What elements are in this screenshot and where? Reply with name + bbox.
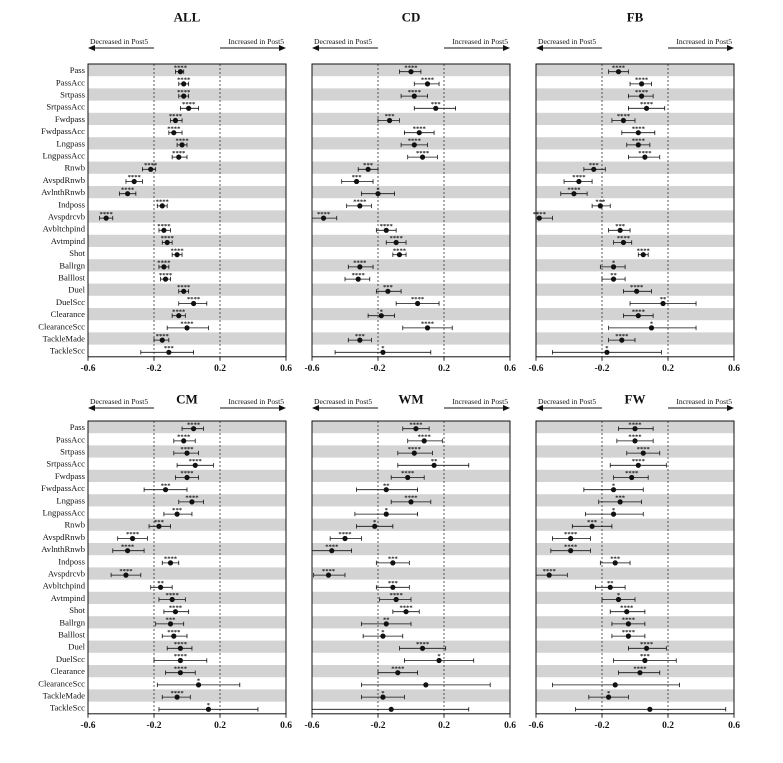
panel-title: ALL [173, 9, 201, 25]
estimate-point [423, 682, 428, 687]
row-stripe [88, 665, 286, 677]
row-stripe [536, 235, 734, 247]
significance-stars: **** [631, 458, 645, 465]
significance-stars: **** [121, 543, 135, 551]
significance-stars: **** [175, 137, 189, 145]
row-label: Avtmpind [50, 235, 85, 246]
significance-stars: **** [631, 137, 645, 145]
significance-stars: **** [173, 641, 187, 648]
row-label: DuelScc [55, 296, 85, 307]
significance-stars: **** [412, 125, 426, 133]
row-label: Avbltchpind [42, 580, 85, 591]
row-stripe [312, 689, 510, 701]
x-tick-label: 0.6 [504, 720, 516, 731]
significance-stars: **** [415, 641, 430, 648]
significance-stars: *** [172, 506, 183, 514]
significance-stars: *** [160, 482, 171, 490]
significance-stars: **** [532, 210, 546, 218]
row-label: FwdpassAcc [41, 126, 85, 137]
row-label: Ballrgn [59, 617, 85, 628]
significance-stars: * [384, 506, 388, 514]
significance-stars: *** [639, 653, 650, 661]
significance-stars: *** [595, 198, 606, 206]
x-tick-label: 0.2 [438, 720, 450, 731]
increased-label: Increased in Post5 [228, 397, 284, 406]
row-stripe [536, 616, 734, 628]
estimate-point [613, 682, 618, 687]
significance-stars: **** [325, 543, 339, 551]
significance-stars: **** [351, 271, 365, 279]
row-label: Lngpass [56, 138, 85, 149]
significance-stars: **** [321, 567, 336, 575]
significance-stars: *** [165, 616, 176, 624]
x-tick-label: -0.6 [80, 363, 96, 374]
significance-stars: **** [353, 198, 367, 206]
row-stripe [312, 235, 510, 247]
significance-stars: ** [606, 580, 614, 587]
forest-panel-fw [528, 392, 740, 731]
row-label: AvspdRnwb [42, 531, 85, 542]
significance-stars: ** [382, 482, 390, 490]
significance-stars: **** [379, 223, 393, 230]
x-tick-label: -0.6 [80, 720, 96, 731]
significance-stars: **** [615, 332, 629, 340]
significance-stars: **** [185, 494, 199, 502]
row-stripe [312, 259, 510, 271]
significance-stars: **** [177, 284, 191, 291]
row-stripe [88, 592, 286, 604]
significance-stars: **** [572, 174, 586, 182]
significance-stars: **** [636, 445, 650, 453]
significance-stars: **** [187, 296, 201, 304]
significance-stars: ** [610, 271, 617, 279]
significance-stars: **** [404, 64, 418, 72]
row-stripe [536, 186, 734, 198]
significance-stars: *** [154, 519, 164, 526]
significance-stars: **** [155, 198, 169, 206]
increased-label: Increased in Post5 [676, 397, 732, 406]
significance-stars: **** [177, 88, 191, 96]
significance-stars: **** [160, 235, 174, 243]
significance-stars: * [611, 482, 616, 490]
row-stripe [536, 494, 734, 506]
significance-stars: ** [382, 616, 390, 624]
row-stripe [312, 210, 510, 222]
significance-stars: **** [392, 247, 407, 255]
significance-stars: **** [628, 421, 642, 429]
row-label: Rnwb [64, 162, 85, 173]
significance-stars: **** [620, 604, 634, 612]
row-stripe [536, 641, 734, 653]
significance-stars: **** [168, 113, 183, 121]
significance-stars: **** [172, 149, 186, 157]
significance-stars: *** [387, 555, 398, 563]
row-stripe [88, 616, 286, 628]
row-label: Pass [69, 65, 85, 76]
decreased-label: Decreased in Post5 [90, 37, 149, 46]
significance-stars: *** [610, 555, 621, 563]
significance-stars: **** [633, 665, 647, 673]
significance-stars: *** [382, 284, 393, 291]
row-stripe [312, 332, 510, 344]
significance-stars: **** [625, 470, 639, 478]
row-stripe [88, 113, 286, 125]
increased-label: Increased in Post5 [228, 37, 284, 46]
x-tick-label: -0.2 [146, 720, 162, 731]
significance-stars: **** [182, 101, 196, 108]
row-stripe [88, 186, 286, 198]
row-stripe [88, 210, 286, 222]
significance-stars: * [373, 519, 377, 526]
significance-stars: **** [616, 113, 631, 121]
significance-stars: **** [389, 235, 403, 243]
significance-stars: **** [404, 494, 418, 502]
significance-stars: **** [172, 308, 186, 316]
row-stripe [88, 162, 286, 174]
row-label: SrtpassAcc [46, 101, 85, 112]
significance-stars: *** [351, 174, 362, 182]
x-tick-label: 0.6 [504, 363, 516, 374]
row-stripe [88, 64, 286, 76]
forest-panel-cd [304, 10, 516, 374]
significance-stars: * [437, 653, 441, 661]
row-stripe [536, 519, 734, 531]
increased-label: Increased in Post5 [452, 37, 508, 46]
significance-stars: **** [542, 567, 556, 575]
x-tick-label: -0.2 [370, 363, 386, 374]
decreased-label: Decreased in Post5 [538, 397, 597, 406]
row-stripe [88, 689, 286, 701]
significance-stars: * [611, 259, 616, 267]
significance-stars: **** [389, 592, 403, 600]
row-stripe [312, 284, 510, 296]
row-label: LngpassAcc [42, 150, 85, 161]
significance-stars: **** [631, 308, 645, 316]
significance-stars: **** [407, 445, 421, 453]
significance-stars: * [381, 628, 385, 636]
significance-stars: *** [384, 113, 395, 121]
row-label: Srtpass [60, 89, 85, 100]
row-label: Avbltchpind [42, 223, 85, 234]
x-tick-label: -0.2 [594, 720, 610, 731]
row-label: Avtmpind [50, 592, 85, 603]
row-label: TackleScc [49, 702, 85, 713]
significance-stars: **** [639, 101, 654, 108]
row-label: Duel [68, 284, 85, 295]
row-label: DuelScc [55, 653, 85, 664]
significance-stars: **** [119, 567, 133, 575]
significance-stars: **** [316, 210, 331, 218]
row-stripe [536, 445, 734, 457]
significance-stars: **** [180, 445, 194, 453]
significance-stars: *** [588, 162, 599, 169]
significance-stars: **** [628, 433, 642, 441]
row-label: Indposs [58, 556, 85, 567]
panel-title: CM [176, 391, 198, 407]
x-tick-label: -0.2 [146, 363, 162, 374]
significance-stars: * [381, 689, 385, 697]
significance-stars: * [376, 186, 380, 194]
row-label: PassAcc [55, 77, 85, 88]
row-stripe [312, 113, 510, 125]
significance-stars: *** [354, 332, 365, 340]
row-label: Duel [68, 641, 85, 652]
row-label: Rnwb [64, 519, 85, 530]
significance-stars: **** [420, 76, 435, 84]
row-label: TackleMade [42, 333, 85, 344]
estimate-point [647, 707, 652, 712]
significance-stars: **** [168, 604, 183, 612]
x-tick-label: 0.2 [214, 720, 226, 731]
significance-stars: *** [363, 162, 374, 169]
significance-stars: * [196, 677, 201, 685]
significance-stars: **** [144, 162, 158, 169]
significance-stars: *** [615, 223, 626, 230]
significance-stars: **** [411, 296, 425, 304]
significance-stars: **** [391, 665, 405, 673]
row-stripe [312, 665, 510, 677]
row-label: PassAcc [55, 434, 85, 445]
significance-stars: **** [127, 174, 141, 182]
row-label: LngpassAcc [42, 507, 85, 518]
x-tick-label: -0.6 [304, 363, 320, 374]
significance-stars: **** [180, 320, 194, 328]
significance-stars: **** [638, 149, 652, 157]
row-label: TackleMade [42, 690, 85, 701]
significance-stars: **** [611, 64, 626, 72]
row-stripe [312, 308, 510, 320]
decreased-label: Decreased in Post5 [90, 397, 149, 406]
significance-stars: **** [167, 125, 181, 133]
significance-stars: * [611, 506, 616, 514]
significance-stars: **** [177, 76, 191, 84]
row-label: Clearance [50, 309, 85, 320]
row-label: Balllost [58, 629, 85, 640]
x-tick-label: 0.6 [728, 720, 740, 731]
x-tick-label: -0.6 [528, 720, 544, 731]
panel-title: FB [626, 9, 644, 25]
x-tick-label: 0.6 [728, 363, 740, 374]
row-label: Ballrgn [59, 260, 85, 271]
significance-stars: *** [163, 345, 174, 352]
significance-stars: **** [616, 235, 631, 243]
row-label: Clearance [50, 666, 85, 677]
significance-stars: **** [187, 421, 201, 429]
row-stripe [88, 543, 286, 555]
x-tick-label: -0.2 [594, 363, 610, 374]
decreased-label: Decreased in Post5 [314, 397, 373, 406]
significance-stars: **** [635, 76, 649, 84]
significance-stars: **** [353, 259, 367, 267]
significance-stars: **** [167, 628, 181, 636]
forest-panel-fb [528, 10, 740, 374]
row-label: TackleScc [49, 345, 85, 356]
significance-stars: *** [387, 580, 398, 587]
significance-stars: *** [615, 494, 626, 502]
row-stripe [312, 186, 510, 198]
significance-stars: * [206, 702, 211, 709]
row-label: FwdpassAcc [41, 483, 85, 494]
significance-stars: **** [399, 604, 413, 612]
significance-stars: **** [420, 320, 435, 328]
significance-stars: **** [170, 689, 184, 697]
estimate-point [389, 707, 394, 712]
significance-stars: **** [407, 88, 421, 96]
forest-panel-wm [304, 392, 516, 731]
significance-stars: ** [430, 458, 438, 465]
x-tick-label: -0.6 [528, 363, 544, 374]
significance-stars: **** [157, 259, 171, 267]
x-tick-label: 0.2 [662, 363, 674, 374]
row-label: Fwdpass [54, 113, 85, 124]
row-stripe [536, 162, 734, 174]
row-stripe [88, 235, 286, 247]
significance-stars: **** [417, 433, 431, 441]
significance-stars: **** [567, 186, 581, 194]
significance-stars: **** [170, 247, 184, 255]
significance-stars: **** [407, 137, 421, 145]
significance-stars: **** [636, 247, 650, 255]
row-label: Avspdrcvb [47, 211, 85, 222]
row-label: Lngpass [56, 495, 85, 506]
significance-stars: **** [338, 531, 352, 539]
row-stripe [536, 259, 734, 271]
row-label: Indposs [58, 199, 85, 210]
row-stripe [312, 567, 510, 579]
row-label: SrtpassAcc [46, 458, 85, 469]
row-label: AvlnthRnwb [41, 544, 85, 555]
row-label: Fwdpass [54, 470, 85, 481]
significance-stars: **** [639, 641, 654, 648]
significance-stars: **** [409, 421, 423, 429]
x-tick-label: -0.6 [304, 720, 320, 731]
significance-stars: *** [587, 519, 598, 526]
x-tick-label: 0.2 [662, 720, 674, 731]
significance-stars: **** [99, 210, 113, 218]
row-label: AvlnthRnwb [41, 187, 85, 198]
panel-title: WM [398, 391, 424, 407]
significance-stars: **** [564, 543, 578, 551]
row-stripe [312, 519, 510, 531]
significance-stars: * [381, 345, 385, 352]
significance-stars: **** [631, 125, 645, 133]
row-stripe [88, 332, 286, 344]
row-label: Shot [69, 605, 85, 616]
row-label: Balllost [58, 272, 85, 283]
significance-stars: **** [630, 284, 644, 291]
significance-stars: **** [180, 470, 194, 478]
decreased-label: Decreased in Post5 [314, 37, 373, 46]
row-label: Pass [69, 422, 85, 433]
significance-stars: ** [659, 296, 667, 304]
significance-stars: **** [635, 88, 649, 96]
row-label: Avspdrcvb [47, 568, 85, 579]
row-stripe [536, 689, 734, 701]
significance-stars: **** [564, 531, 578, 539]
significance-stars: **** [188, 458, 202, 465]
row-stripe [88, 641, 286, 653]
row-label: ClearanceScc [38, 321, 85, 332]
row-stripe [312, 162, 510, 174]
row-stripe [312, 543, 510, 555]
significance-stars: **** [121, 186, 135, 194]
increased-label: Increased in Post5 [452, 397, 508, 406]
significance-stars: **** [165, 592, 179, 600]
significance-stars: **** [125, 531, 140, 539]
significance-stars: **** [621, 628, 635, 636]
row-label: AvspdRnwb [42, 174, 85, 185]
significance-stars: ** [157, 580, 164, 587]
row-stripe [536, 210, 734, 222]
significance-stars: * [605, 345, 609, 352]
significance-stars: **** [155, 332, 169, 340]
row-stripe [536, 567, 734, 579]
significance-stars: **** [158, 271, 173, 279]
significance-stars: **** [163, 555, 178, 563]
row-stripe [88, 259, 286, 271]
significance-stars: **** [621, 616, 635, 624]
row-stripe [536, 64, 734, 76]
significance-stars: * [606, 689, 611, 697]
row-label: Shot [69, 248, 85, 259]
panel-title: FW [624, 391, 646, 407]
significance-stars: * [379, 308, 383, 316]
significance-stars: **** [173, 653, 187, 661]
significance-stars: * [616, 592, 621, 600]
forest-panel-all [38, 10, 292, 374]
x-tick-label: -0.2 [370, 720, 386, 731]
significance-stars: **** [173, 64, 187, 72]
significance-stars: **** [177, 433, 191, 441]
significance-stars: **** [415, 149, 430, 157]
row-label: Srtpass [60, 446, 85, 457]
x-tick-label: 0.6 [280, 720, 292, 731]
row-stripe [312, 641, 510, 653]
significance-stars: *** [430, 101, 441, 108]
significance-stars: **** [173, 665, 187, 673]
panel-title: CD [401, 9, 421, 25]
significance-stars: * [649, 320, 654, 328]
x-tick-label: 0.6 [280, 363, 292, 374]
decreased-label: Decreased in Post5 [538, 37, 597, 46]
row-stripe [88, 567, 286, 579]
x-tick-label: 0.2 [214, 363, 226, 374]
significance-stars: **** [401, 470, 415, 478]
significance-stars: **** [157, 223, 171, 230]
increased-label: Increased in Post5 [676, 37, 732, 46]
row-stripe [88, 308, 286, 320]
row-label: ClearanceScc [38, 678, 85, 689]
row-stripe [88, 519, 286, 531]
forest-panel-cm [38, 392, 292, 731]
x-tick-label: 0.2 [438, 363, 450, 374]
